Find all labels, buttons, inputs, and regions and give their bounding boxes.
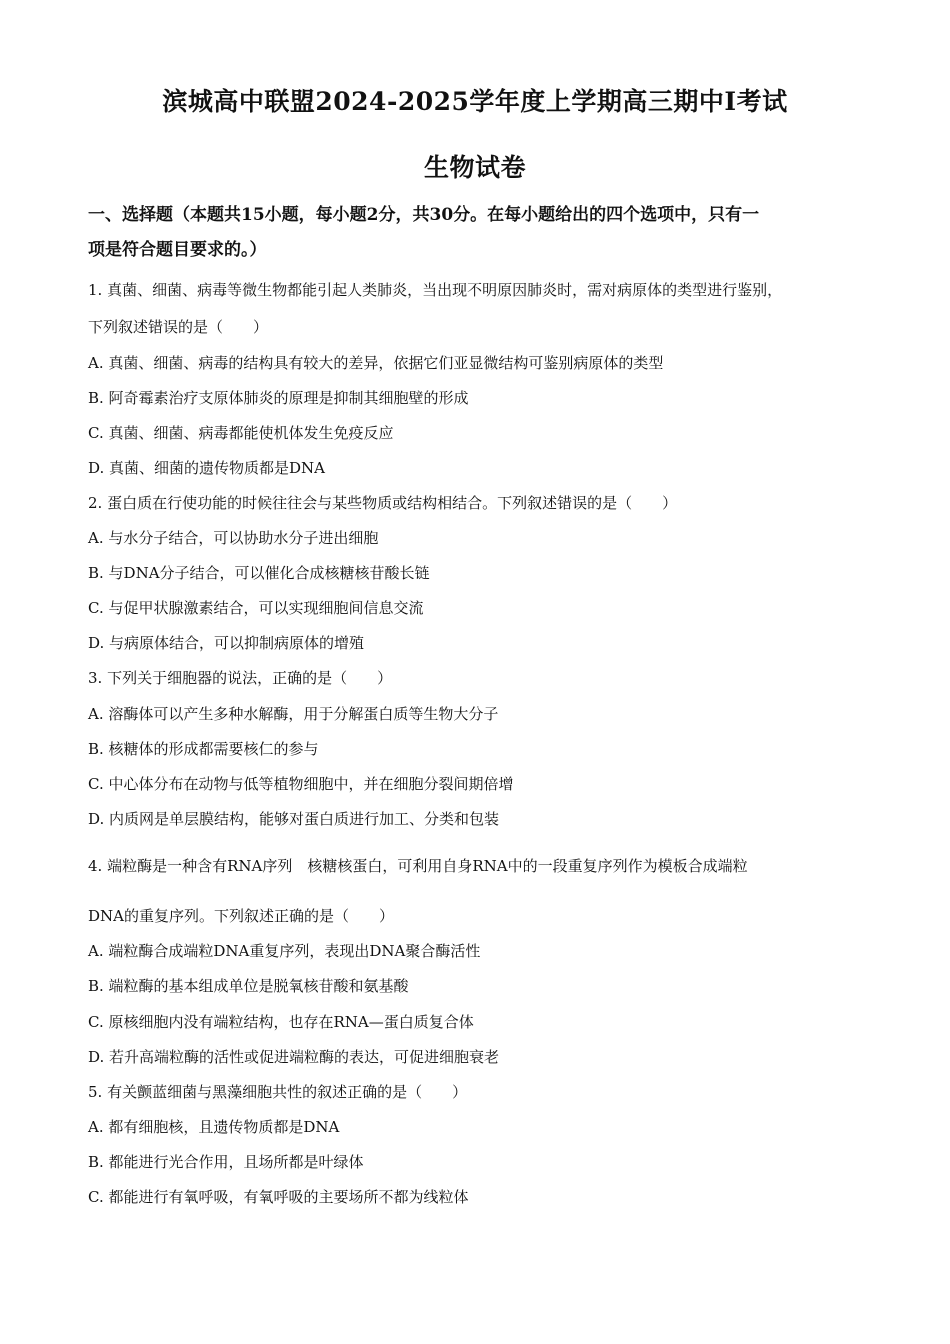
- question-3-option-b: B. 核糖体的形成都需要核仁的参与: [88, 740, 319, 758]
- question-5-option-c: C. 都能进行有氧呼吸，有氧呼吸的主要场所不都为线粒体: [88, 1188, 469, 1206]
- question-1-stem: 1. 真菌、细菌、病毒等微生物都能引起人类肺炎，当出现不明原因肺炎时，需对病原体的类型进行鉴别，: [88, 281, 783, 299]
- question-4-option-a: A. 端粒酶合成端粒DNA重复序列，表现出DNA聚合酶活性: [88, 942, 481, 960]
- question-1-stem: 下列叙述错误的是（ ）: [88, 318, 269, 336]
- question-2-stem: 2. 蛋白质在行使功能的时候往往会与某些物质或结构相结合。下列叙述错误的是（ ）: [88, 494, 678, 512]
- section-heading: [88, 198, 868, 268]
- question-4-option-d: D. 若升高端粒酶的活性或促进端粒酶的表达，可促进细胞衰老: [88, 1048, 500, 1066]
- question-4-option-c: C. 原核细胞内没有端粒结构，也存在RNA—蛋白质复合体: [88, 1013, 474, 1031]
- question-3-stem: 3. 下列关于细胞器的说法，正确的是（ ）: [88, 669, 393, 687]
- question-4-stem: 4. 端粒酶是一种含有RNA序列 核糖核蛋白，可利用自身RNA中的一段重复序列作为模板合成端粒: [88, 857, 748, 875]
- question-2-option-a: A. 与水分子结合，可以协助水分子进出细胞: [88, 529, 379, 547]
- exam-subject: 生物试卷: [423, 153, 526, 182]
- question-1-option-c: C. 真菌、细菌、病毒都能使机体发生免疫反应: [88, 424, 394, 442]
- question-2-option-b: B. 与DNA分子结合，可以催化合成核糖核苷酸长链: [88, 564, 430, 582]
- question-4-stem: DNA的重复序列。下列叙述正确的是（ ）: [88, 907, 394, 925]
- question-1-option-d: D. 真菌、细菌的遗传物质都是DNA: [88, 459, 326, 477]
- section-heading-line: 项是符合题目要求的。）: [88, 240, 267, 260]
- question-1-option-b: B. 阿奇霉素治疗支原体肺炎的原理是抑制其细胞壁的形成: [88, 389, 469, 407]
- question-1-option-a: A. 真菌、细菌、病毒的结构具有较大的差异，依据它们亚显微结构可鉴别病原体的类型: [88, 354, 664, 372]
- question-3-option-a: A. 溶酶体可以产生多种水解酶，用于分解蛋白质等生物大分子: [88, 705, 499, 723]
- question-5-option-b: B. 都能进行光合作用，且场所都是叶绿体: [88, 1153, 364, 1171]
- question-3-option-c: C. 中心体分布在动物与低等植物细胞中，并在细胞分裂间期倍增: [88, 775, 514, 793]
- question-5-option-a: A. 都有细胞核，且遗传物质都是DNA: [88, 1118, 340, 1136]
- question-5-stem: 5. 有关颤蓝细菌与黑藻细胞共性的叙述正确的是（ ）: [88, 1083, 468, 1101]
- exam-title: 滨城高中联盟2024-2025学年度上学期高三期中I考试: [162, 87, 788, 116]
- section-heading-line: 一、选择题（本题共15小题，每小题2分，共30分。在每小题给出的四个选项中，只有一: [88, 205, 760, 225]
- question-3-option-d: D. 内质网是单层膜结构，能够对蛋白质进行加工、分类和包装: [88, 810, 500, 828]
- question-2-option-d: D. 与病原体结合，可以抑制病原体的增殖: [88, 634, 365, 652]
- question-2-option-c: C. 与促甲状腺激素结合，可以实现细胞间信息交流: [88, 599, 424, 617]
- question-4-option-b: B. 端粒酶的基本组成单位是脱氧核苷酸和氨基酸: [88, 977, 409, 995]
